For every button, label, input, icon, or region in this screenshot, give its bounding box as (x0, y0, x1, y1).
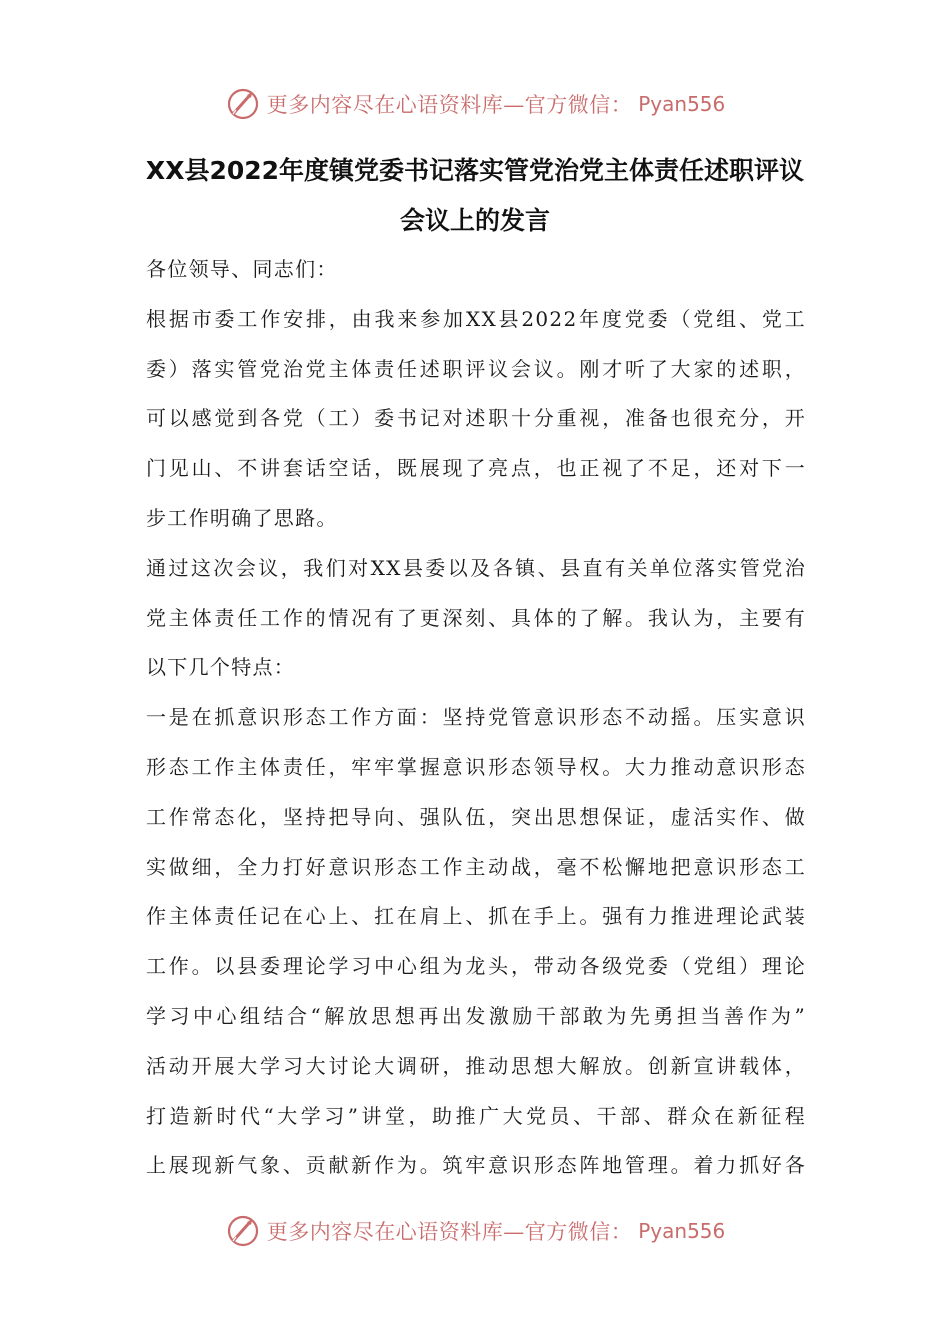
watermark-text: 更多内容尽在心语资料库—官方微信： (266, 93, 633, 117)
watermark-banner-bottom (0, 1211, 950, 1251)
body-line: 党主体责任工作的情况有了更深刻、具体的了解。我认为，主要有 (146, 605, 806, 630)
body-line: 学习中心组结合“解放思想再出发激励干部敢为先勇担当善作为” (146, 1003, 806, 1028)
body-line: 形态工作主体责任，牢牢掌握意识形态领导权。大力推动意识形态 (146, 754, 806, 779)
body-line: 一是在抓意识形态工作方面：坚持党管意识形态不动摇。压实意识 (146, 705, 806, 730)
document-title-line-2: 会议上的发言 (399, 206, 550, 235)
document-body (146, 245, 806, 1191)
body-line: 实做细，全力打好意识形态工作主动战，毫不松懈地把意识形态工 (146, 854, 806, 879)
body-line: 活动开展大学习大讨论大调研，推动思想大解放。创新宣讲载体， (146, 1053, 806, 1078)
body-line: 上展现新气象、贡献新作为。筑牢意识形态阵地管理。着力抓好各 (146, 1153, 806, 1178)
body-line: 可以感觉到各党（工）委书记对述职十分重视，准备也很充分，开 (146, 406, 806, 431)
body-line: 以下几个特点： (146, 655, 296, 680)
body-line: 步工作明确了思路。 (146, 505, 338, 530)
body-line: 委）落实管党治党主体责任述职评议会议。刚才听了大家的述职， (146, 356, 806, 381)
watermark-banner-top (0, 84, 950, 124)
document-title-line-1: XX县2022年度镇党委书记落实管党治党主体责任述职评议 (145, 156, 805, 185)
watermark-handle: Pyan556 (638, 92, 726, 116)
body-line: 作主体责任记在心上、扛在肩上、抓在手上。强有力推进理论武装 (146, 904, 806, 929)
watermark-handle: Pyan556 (638, 1219, 726, 1243)
pen-logo-icon (225, 1213, 261, 1249)
body-line: 各位领导、同志们： (146, 257, 338, 281)
watermark-text: 更多内容尽在心语资料库—官方微信： (266, 1220, 633, 1244)
body-line: 工作。以县委理论学习中心组为龙头，带动各级党委（党组）理论 (146, 954, 806, 979)
pen-logo-icon (225, 86, 261, 122)
body-line: 工作常态化，坚持把导向、强队伍，突出思想保证，虚活实作、做 (146, 804, 806, 829)
body-line: 打造新时代“大学习”讲堂，助推广大党员、干部、群众在新征程 (146, 1103, 806, 1128)
body-line: 通过这次会议，我们对XX县委以及各镇、县直有关单位落实管党治 (146, 555, 806, 580)
body-line: 门见山、不讲套话空话，既展现了亮点，也正视了不足，还对下一 (146, 456, 806, 481)
body-line: 根据市委工作安排，由我来参加XX县2022年度党委（党组、党工 (146, 306, 806, 331)
